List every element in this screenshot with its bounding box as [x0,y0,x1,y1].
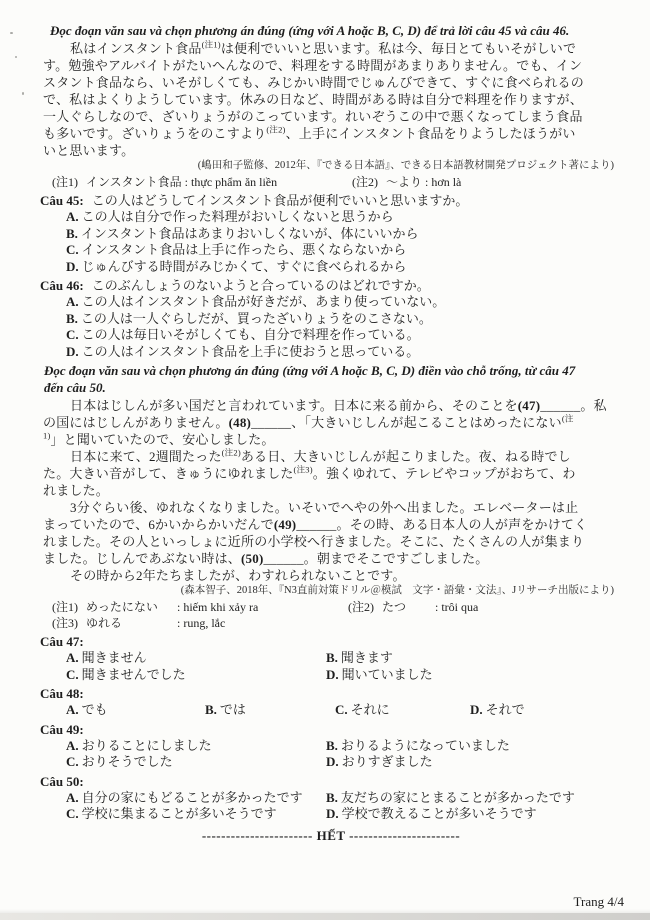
option-d [40,259,622,276]
option-label: A. [66,789,79,805]
passage-2 [43,397,622,584]
question-number: Câu 48: [40,686,84,701]
options-list [40,209,622,275]
option-label: C. [66,327,79,342]
option-text: 聞きませんでした [81,666,186,682]
passage-line: いと思います。 [43,143,135,158]
option-text: インスタント食品は上手に作ったら、悪くならないから [81,242,407,257]
option-text: この人はインスタント食品が好きだが、あまり使っていない。 [81,294,446,309]
option-text: 学校で教えることが多いそうです [341,806,537,821]
question-49 [40,722,622,771]
passage-line: 私はインスタント食品$^{(注1)}$は便利でいいと思います。私は今、毎日とてもいそがしいで [70,39,577,56]
question-45 [40,193,622,275]
note-item [348,599,478,615]
option-a [40,209,622,226]
question-48 [40,686,622,719]
question-stem [40,686,622,702]
passage-line: スタント食品なら、いそがしくても、みじかい時間でじゅんびできて、すぐに食べられるの [43,75,584,90]
note-meaning: : trôi qua [435,600,479,614]
option-text: おりそうでした [81,754,173,769]
option-b [326,790,622,807]
option-a [66,650,326,667]
note-term: たつ [382,600,407,614]
option-label: B. [66,310,78,326]
question-stem [40,193,622,209]
option-label: D. [66,343,79,359]
citation-2: (森本智子、2018年、『N3直前対策ドリル＠模試 文字・語彙・文法』、Jリサーチ出版により) [180,585,614,596]
question-text: この人はどうしてインスタント食品が便利でいいと思いますか。 [91,193,469,208]
option-label: A. [66,737,79,753]
note-ref: (注1) [52,600,78,614]
notes-1 [52,174,622,190]
passage-line: 一人ぐらしなので、ざいりょうがのこっています。れいぞうこの中で悪くなってしまう食品 [43,109,583,124]
option-label: B. [326,650,338,665]
option-text: 友だちの家にとまることが多かったです [340,789,575,805]
option-c [335,702,470,719]
section1-instruction: Đọc đoạn văn sau và chọn phương án đúng (ứng với A hoặc B, C, D) để trả lời câu 45 và câu 46. [50,23,570,38]
option-label: C. [66,242,79,257]
options-list [40,790,622,823]
note-ref: (注2) [352,175,378,189]
option-d [326,667,622,684]
option-text: それに [350,702,390,717]
section2-instruction-line2: đến câu 50. [44,380,106,395]
option-a [66,790,326,807]
option-text: この人は自分で作った料理がおいしくないと思うから [81,209,394,224]
option-label: D. [326,666,339,682]
option-text: インスタント食品はあまりおいしくないが、体にいいから [80,225,419,241]
passage-line: で、私はよくりようしています。休みの日など、時間がある時は自分で料理を作りますが、 [43,92,583,107]
option-label: C. [335,702,348,717]
question-number: Câu 46: [40,278,84,293]
options-list [40,650,622,683]
question-number: Câu 47: [40,634,84,649]
option-label: C. [66,754,79,769]
option-d [326,754,622,771]
scan-speck [10,32,13,34]
citation-1: (嶋田和子監修、2012年、『できる日本語』、できる日本語教材開発プロジェクト著により) [197,160,614,171]
scan-bottom-edge [0,913,650,920]
option-text: 自分の家にもどることが多かったです [81,789,303,805]
question-stem [40,722,622,738]
options-list [40,294,622,360]
option-label: A. [66,209,79,224]
option-b [40,311,622,328]
note-item [352,174,461,190]
notes-row [52,615,622,631]
option-text: おりすぎました [341,754,433,769]
note-term: インスタント食品 [86,175,182,189]
note-ref: (注1) [52,175,78,189]
end-marker: ----------------------- HẾT ----------------------- [201,827,461,843]
question-stem [40,774,622,790]
option-text: 聞いていました [341,666,433,682]
passage-line: ました。じしんであぶない時は、(50)______。朝までそこですごしました。 [43,551,489,566]
note-meaning: : rung, lắc [177,616,226,630]
option-b [326,738,622,755]
option-text: それで [485,702,525,717]
option-c [40,327,622,344]
option-b [326,650,622,667]
option-d [40,344,622,361]
option-label: B. [326,789,338,805]
option-text: 聞きません [81,650,147,665]
note-term: ～より [386,175,423,189]
question-number: Câu 45: [40,193,84,208]
passage-line: $^{1)}$」と聞いていたので、安心しました。 [43,430,275,447]
option-text: この人はインスタント食品を上手に使おうと思っている。 [81,343,420,359]
option-text: でも [81,702,108,717]
option-label: B. [326,737,338,753]
options-list [40,702,622,719]
option-text: おりるようになっていました [340,737,510,753]
passage-line: 日本はじしんが多い国だと言われています。日本に来る前から、そのことを(47)______。私 [70,398,607,413]
passage-line: 3分ぐらい後、ゆれなくなりました。いそいでへやの外へ出ました。エレベーターは止 [70,500,579,515]
scan-speck [15,56,17,58]
option-b [40,226,622,243]
question-stem [40,634,622,650]
passage-line: 日本に来て、2週間たった$^{(注2)}$ある日、大きいじしんが起こりました。夜、ねる時でし [70,447,571,464]
section2-instruction-line1: Đọc đoạn văn sau và chọn phương án đúng (ứng với A hoặc B, C, D) điền vào chỗ trống, từ câu 47 [44,363,576,378]
option-text: この人は毎日いそがしくても、自分で料理を作っている。 [81,327,420,342]
passage-line: れました。その人といっしょに近所の小学校へ行きました。そこに、たくさんの人が集まり [43,534,585,549]
question-stem [40,278,622,294]
option-c [66,754,326,771]
option-text: 聞きます [340,650,393,665]
passage-line: す。勉強やアルバイトがたいへんなので、料理をする時間があまりありません。でも、イン [43,58,583,73]
option-c [66,806,326,823]
question-47 [40,634,622,683]
option-label: A. [66,650,79,665]
note-term: ゆれる [86,616,123,630]
note-ref: (注2) [348,600,374,614]
option-label: D. [470,702,483,717]
note-meaning: : hiếm khi xảy ra [177,600,259,614]
option-text: 学校に集まることが多いそうです [81,806,277,821]
passage-line: も多いです。ざいりょうをのこすより$^{(注2)}$、上手にインスタント食品をりようしたほうがい [43,124,576,141]
option-label: D. [66,258,79,274]
question-50 [40,774,622,823]
passage-line: の国にはじしんがありません。(48)______、「大きいじしんが起こることはめったにない$^{(注}$ [43,413,574,430]
option-text: おりることにしました [81,737,212,753]
option-text: この人は一人ぐらしだが、買ったざいりょうをのこさない。 [80,310,432,326]
note-meaning: : thực phẩm ăn liền [184,175,278,189]
passage-1 [43,40,622,159]
passage-line: その時から2年たちましたが、わすれられないことです。 [70,568,406,583]
passage-line: まっていたので、6かいからかいだんで(49)______。その時、ある日本人の人が声をかけてく [43,517,588,532]
option-label: C. [66,666,79,682]
question-46 [40,278,622,360]
question-text: このぶんしょうのないようと合っているのはどれですか。 [91,278,430,293]
option-label: A. [66,294,79,309]
option-label: B. [205,702,217,717]
option-text: では [219,702,246,717]
note-ref: (注3) [52,616,78,630]
option-c [66,667,326,684]
option-text: じゅんびする時間がみじかくて、すぐに食べられるから [81,258,407,274]
passage-line: れました。 [43,483,110,498]
option-label: A. [66,702,79,717]
note-item [52,599,348,615]
option-a [66,702,205,719]
question-number: Câu 49: [40,721,84,737]
question-number: Câu 50: [40,773,84,789]
note-term: めったにない [86,600,158,614]
option-label: D. [326,806,339,821]
scan-speck [22,92,24,95]
note-meaning: : hơn là [425,175,462,189]
option-a [40,294,622,311]
notes-row [52,599,622,615]
option-b [205,702,335,719]
page-number: Trang 4/4 [573,894,624,909]
passage-line: た。大きい音がして、きゅうにゆれました$^{(注3)}$。強くゆれて、テレビやコップがおちて、わ [43,464,576,481]
option-a [66,738,326,755]
notes-2 [52,599,622,631]
note-item [52,174,352,190]
option-label: B. [66,225,78,241]
option-d [326,806,622,823]
note-item [52,615,225,631]
option-label: D. [326,754,339,769]
option-d [470,702,622,719]
options-list [40,738,622,771]
option-label: C. [66,806,79,821]
option-c [40,242,622,259]
